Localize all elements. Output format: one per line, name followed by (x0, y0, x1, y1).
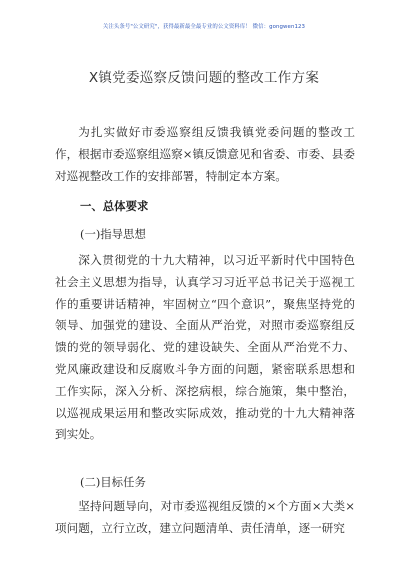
section-heading-general-requirements: 一、总体要求 (80, 199, 149, 213)
guiding-ideology-paragraph: 深入贯彻党的十九大精神，以习近平新时代中国特色社会主义思想为指导，认真学习习近平总书记关于巡视工作的重要讲话精神，牢固树立“四个意识”，聚焦坚持党的领导、加强党的建设、全面从严治党，对照市委巡察组反馈的党的领导弱化、党的建设缺失、全面从严治党不力、党风廉政建设和反腐败斗争方面的问题，紧密联系思想和工作实际，深入分析、深挖病根，综合施策，集中整治，以巡视成果运用和整改实际成效，推动党的十九大精神落到实处。 (55, 253, 355, 442)
goals-tasks-paragraph: 坚持问题导向，对市委巡视组反馈的×个方面×大类×项问题，立行立改，建立问题清单、责任清单，逐一研究 (55, 499, 355, 535)
subheading-guiding-ideology: (一)指导思想 (80, 227, 146, 241)
subheading-goals-tasks: (二)目标任务 (80, 475, 146, 489)
document-title: X镇党委巡察反馈问题的整改工作方案 (88, 70, 320, 86)
promo-banner: 关注头条号"公文研究"，获得最新最全最专业的公文资料库！ 微信：gongwen123 (102, 24, 306, 30)
intro-paragraph: 为扎实做好市委巡察组反馈我镇党委问题的整改工作，根据市委巡察组巡察×镇反馈意见和省委、市委、县委对巡视整改工作的安排部署，特制定本方案。 (55, 125, 355, 183)
